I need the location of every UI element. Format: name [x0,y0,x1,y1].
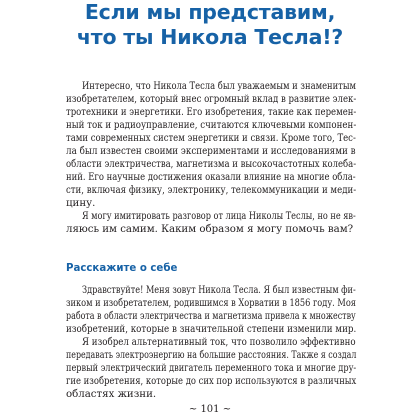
intro-line-12: ляюсь им самим. Каким образом я могу помочь вам? [66,224,354,235]
intro-line-1: Интересно, что Никола Тесла был уважаемым и знаменитым [82,81,357,92]
section-line-8: гие изобретения, которые до сих пор используются в различных [66,376,357,387]
intro-line-10: цину. [66,198,96,209]
intro-line-8: ний. Его научные достижения оказали влияние на многие обла- [66,172,356,183]
intro-line-5: тами современных систем энергетики и связи. Кроме того, Тес- [66,133,356,144]
section-line-4: изобретений, которые в значительной степени изменили мир. [66,324,357,335]
intro-line-11: Я могу имитировать разговор от лица Николы Теслы, но не яв- [82,211,356,222]
section-line-2: зиком и изобретателем, родившимся в Хорватии в 1856 году. Моя [66,298,356,309]
intro-line-2: изобретателем, который внес огромный вклад в развитие элек- [66,94,357,105]
page-title-line-1: Если мы представим, [84,0,336,24]
page-number: ~ 101 ~ [188,404,232,415]
section-line-6: передавать электроэнергию на большие расстояния. Также я создал [66,350,357,361]
section-line-9: областях жизни. [66,389,157,400]
section-heading: Расскажите о себе [66,263,178,274]
section-line-5: Я изобрел альтернативный ток, что позволило эффективно [82,337,356,348]
section-line-3: работа в области электричества и магнетизма привела к множеству [66,311,356,322]
intro-line-4: ный ток и радиоуправление, считаются ключевыми компонен- [66,120,357,131]
intro-line-7: области электричества, магнетизма и высокочастотных колеба- [66,159,357,170]
page-title-line-2: что ты Никола Тесла!? [76,25,344,49]
intro-line-6: ла был известен своими экспериментами и исследованиями в [66,146,356,157]
page-title [40,0,380,50]
section-line-1: Здравствуйте! Меня зовут Никола Тесла. Я был известным фи- [82,285,356,296]
intro-line-9: сти, включая физику, электронику, телекоммуникации и меди- [66,185,357,196]
intro-line-3: тротехники и энергетики. Его изобретения, такие как перемен- [66,107,357,118]
section-line-7: первый электрический двигатель переменного тока и многие дру- [66,363,357,374]
